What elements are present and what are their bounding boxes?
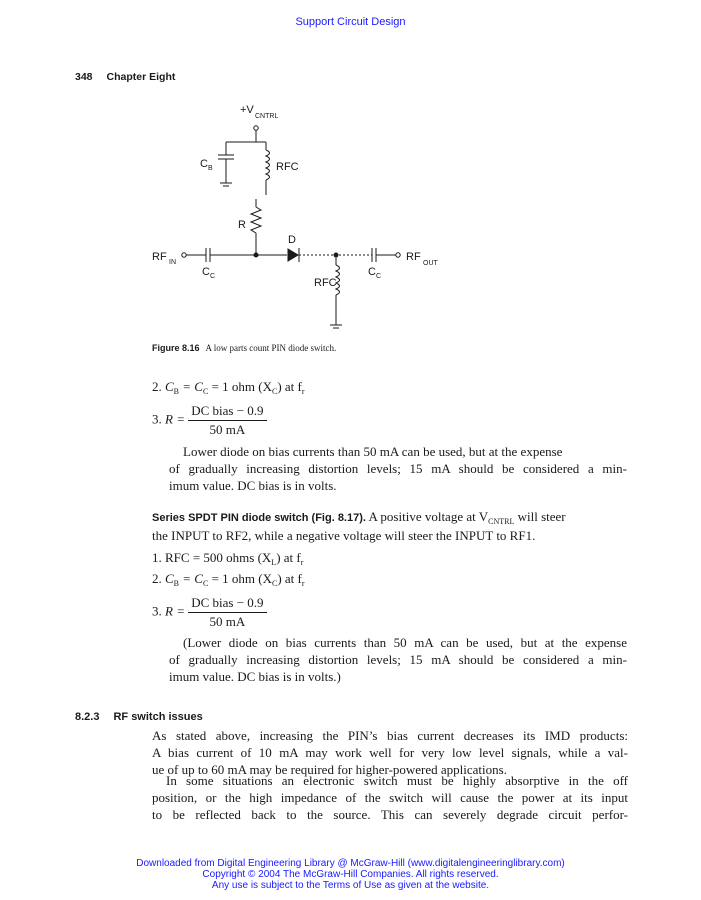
item-number: 2.: [152, 379, 162, 394]
text-line: of gradually increasing distortion levels; 15 mA should be considered a min-: [169, 652, 627, 667]
text-line: A bias current of 10 mA may work well for very low level signals, while a val-: [152, 745, 628, 760]
text-line: (Lower diode on bias currents than 50 mA can be used, but at the expense: [183, 635, 627, 650]
label-cb-sub: B: [208, 165, 213, 172]
label-rf-out-sub: OUT: [423, 260, 438, 267]
eq-sub: B: [173, 579, 180, 588]
eq-sub: C: [202, 387, 209, 396]
eq-text: ) at f: [277, 571, 302, 586]
eq-sub: B: [173, 387, 180, 396]
text-line: As stated above, increasing the PIN’s bias current decreases its IMD products:: [152, 728, 628, 743]
list1-item3: [152, 403, 267, 438]
item-number: 3.: [152, 411, 162, 427]
eq-text: = C: [179, 379, 203, 394]
text-line: In some situations an electronic switch must be highly absorptive in the off: [166, 773, 628, 788]
label-rf-out: RF: [406, 251, 421, 263]
eq-text: ) at f: [276, 550, 301, 565]
text-line: ue of up to 60 mA may be required for higher-powered applications.: [152, 762, 507, 777]
fraction-numerator: DC bias − 0.9: [188, 403, 266, 421]
pin-diode-switch-schematic: [140, 95, 460, 340]
header-link[interactable]: Support Circuit Design: [295, 16, 406, 28]
eq-sub: r: [301, 387, 305, 396]
para1-cont: [169, 460, 627, 494]
junction-dot: [254, 253, 258, 257]
text-line: position, or the high impedance of the switch will cause the power at its input: [152, 790, 628, 805]
eq-text: RFC = 500 ohms (X: [165, 550, 272, 565]
list2-item2: [152, 571, 305, 587]
running-head: [75, 71, 189, 83]
item-number: 2.: [152, 571, 162, 586]
series-paragraph: [152, 508, 628, 544]
para1: [169, 443, 627, 460]
eq-text: = 1 ohm (X: [208, 379, 272, 394]
rfc-top-inductor: [266, 150, 270, 180]
resistor-r: [251, 207, 261, 233]
rf-in-terminal: [182, 253, 186, 257]
footer-download-link[interactable]: Downloaded from Digital Engineering Library @ McGraw-Hill (www.digitalengineeringlibrary.com): [136, 858, 565, 869]
eq-sub: C: [202, 579, 209, 588]
text-line: the INPUT to RF2, while a negative voltage will steer the INPUT to RF1.: [152, 528, 536, 543]
label-vcntrl: +V: [240, 104, 254, 116]
text-line: to be reflected back to the source. This can severely degrade circuit perfor-: [152, 807, 628, 822]
diode-d: [288, 249, 298, 261]
rf-out-terminal: [396, 253, 400, 257]
label-cc-right-sub: C: [376, 273, 382, 280]
eq-sub: r: [300, 558, 304, 567]
footer-terms-link[interactable]: Any use is subject to the Terms of Use as given at the website.: [211, 880, 490, 891]
fraction: [188, 595, 266, 630]
text-line: imum value. DC bias is in volts.: [169, 478, 337, 493]
label-vcntrl-sub: CNTRL: [255, 113, 279, 120]
figure-label: Figure 8.16: [152, 343, 200, 353]
text-line: A positive voltage at V: [368, 509, 489, 524]
fraction: [188, 403, 266, 438]
label-cc-left: C: [202, 266, 210, 278]
eq-text: C: [165, 571, 174, 586]
eq-sub: C: [271, 387, 278, 396]
eq-text: R =: [165, 411, 185, 427]
eq-sub: CNTRL: [488, 517, 515, 526]
para4: [152, 772, 628, 823]
fraction-denominator: 50 mA: [209, 422, 246, 437]
run-in-heading: Series SPDT PIN diode switch (Fig. 8.17).: [152, 512, 366, 524]
eq-text: ) at f: [277, 379, 302, 394]
label-r: R: [238, 219, 246, 231]
figure-caption: [152, 343, 336, 353]
eq-text: = 1 ohm (X: [208, 571, 272, 586]
figure-caption-text: A low parts count PIN diode switch.: [205, 343, 337, 353]
text-line: of gradually increasing distortion levels; 15 mA should be considered a min-: [169, 461, 627, 476]
eq-text: R =: [165, 603, 185, 619]
label-rfc-bottom: RFC: [314, 277, 337, 289]
section-number: 8.2.3: [75, 711, 100, 723]
fraction-numerator: DC bias − 0.9: [188, 595, 266, 613]
para2: [169, 634, 627, 685]
para3: [152, 727, 628, 778]
section-heading: [75, 707, 203, 725]
fraction-denominator: 50 mA: [209, 614, 246, 629]
text-line: will steer: [514, 509, 566, 524]
list2-item3: [152, 595, 267, 630]
vcntrl-terminal: [254, 126, 258, 130]
item-number: 3.: [152, 603, 162, 619]
footer-copyright: Copyright © 2004 The McGraw-Hill Companies. All rights reserved.: [202, 869, 499, 880]
text-line: Lower diode on bias currents than 50 mA can be used, but at the expense: [183, 444, 563, 459]
label-d: D: [288, 234, 296, 246]
eq-sub: C: [271, 579, 278, 588]
label-rf-in-sub: IN: [169, 259, 176, 266]
label-rfc-top: RFC: [276, 161, 299, 173]
item-number: 1.: [152, 550, 162, 565]
page-number: 348: [75, 71, 93, 83]
text-line: imum value. DC bias is in volts.): [169, 669, 341, 684]
label-cb: C: [200, 158, 208, 170]
list1-item2: [152, 379, 305, 395]
list2-item1: [152, 550, 303, 566]
label-cc-right: C: [368, 266, 376, 278]
eq-text: = C: [179, 571, 203, 586]
chapter-title: Chapter Eight: [106, 71, 176, 83]
eq-text: C: [165, 379, 174, 394]
eq-sub: r: [301, 579, 305, 588]
label-cc-left-sub: C: [210, 273, 216, 280]
eq-sub: L: [271, 558, 277, 567]
label-rf-in: RF: [152, 251, 167, 263]
section-title: RF switch issues: [113, 711, 203, 723]
